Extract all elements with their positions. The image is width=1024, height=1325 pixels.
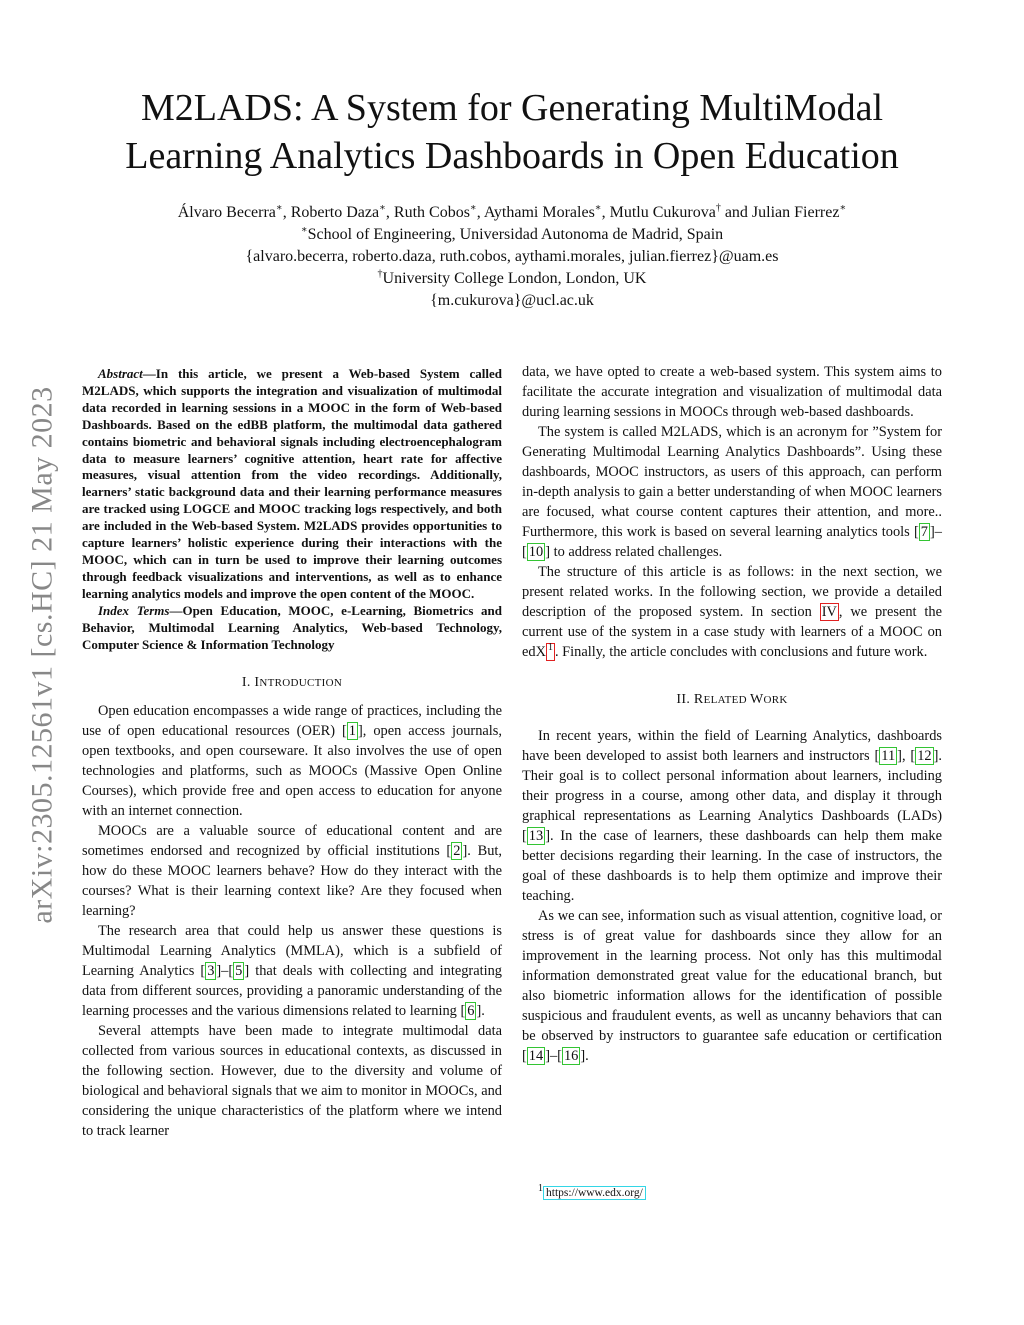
intro-paragraph-3: The research area that could help us answer these questions is Multimodal Learning Analytics (MMLA), which is a subfield of Learning Analytics [ 3 ]–[ 5 ] that deals with collecting and integrating data from different sources, providing a panoramic understanding of the learning processes and the various dimensions related to learning [ 6 ]. xyxy=(82,923,503,1020)
citation-link-14[interactable]: 14 xyxy=(528,1048,544,1064)
right-paragraph-1: data, we have opted to create a web-based system. This system aims to facilitate the accurate integration and visualization of multimodal data during learning sessions in MOOCs through web-based dashboards. xyxy=(522,364,942,420)
footnote-ref-link[interactable]: 1 xyxy=(546,643,555,661)
abstract xyxy=(82,366,502,603)
arxiv-identifier: arXiv:2305.12561v1 [cs.HC] 21 May 2023 xyxy=(26,386,59,924)
emails-2: {m.cukurova}@ucl.ac.uk xyxy=(430,292,594,309)
author-2: Roberto Daza xyxy=(290,204,380,221)
intro-paragraph-2: MOOCs are a valuable source of educational content and are sometimes endorsed and recognized by official institutions [ 2 ]. But, how do these MOOC learners behave? How do they interact with the courses? What is their learning context like? Are they focused when learning? xyxy=(82,823,502,920)
author-block xyxy=(70,202,954,312)
footnote xyxy=(538,1183,646,1200)
citation-link-16[interactable]: 16 xyxy=(563,1048,579,1064)
citation-link-5[interactable]: 5 xyxy=(235,963,243,980)
section-ref-link[interactable]: IV xyxy=(821,604,837,620)
citation-link-10[interactable]: 10 xyxy=(528,544,544,560)
footnote-url-link[interactable]: https://www.edx.org/ xyxy=(543,1186,646,1200)
right-column xyxy=(522,362,942,1066)
citation-link-1[interactable]: 1 xyxy=(348,723,356,740)
title-line-2: Learning Analytics Dashboards in Open Education xyxy=(125,135,899,177)
author-list: Álvaro Becerra∗, Roberto Daza∗, Ruth Cobos∗, Aythami Morales∗, Mutlu Cukurova† and Julian Fierrez∗ xyxy=(177,202,847,221)
author-4: Aythami Morales xyxy=(483,204,595,221)
author-5: Mutlu Cukurova xyxy=(609,204,716,221)
citation-link-13[interactable]: 13 xyxy=(528,828,544,844)
related-paragraph-2: As we can see, information such as visual attention, cognitive load, or stress is of great value for dashboards since they allow for an improvement in the learning process. Not only has this multimodal information demonstrated great value for the educational branch, but also biometric information allows for the identification of possible suspicious and fraudulent events, as well as uncanny behaviors that can be observed by instructors to guarantee safe education or certification [ 14 ]–[ 16 ]. xyxy=(522,908,942,1064)
affiliation-1: ∗School of Engineering, Universidad Autonoma de Madrid, Spain xyxy=(300,224,724,243)
right-paragraph-3: The structure of this article is as follows: in the next section, we present related works. In the following section, we provide a detailed description of the proposed system. In section IV , we present the current use of the system in a case study with learners of a MOOC on edX $^1$ . Finally, the article concludes with conclusions and future work. xyxy=(522,564,942,660)
title-line-1: M2LADS: A System for Generating MultiModal xyxy=(140,87,884,129)
affiliation-2: †University College London, London, UK xyxy=(377,268,647,287)
index-terms-text: —Open Education, MOOC, e-Learning, Biometrics and Behavior, Multimodal Learning Analytics, Web-based Technology, Computer Science & Information Technology xyxy=(82,602,502,652)
abstract-label: Abstract xyxy=(98,366,143,381)
footnote-mark: 1 xyxy=(538,1183,543,1195)
citation-link-12[interactable]: 12 xyxy=(917,748,932,764)
citation-link-11[interactable]: 11 xyxy=(881,748,896,764)
left-column xyxy=(82,366,502,1141)
citation-link-2[interactable]: 2 xyxy=(453,843,461,860)
intro-paragraph-1: Open education encompasses a wide range of practices, including the use of open educational resources (OER) [ 1 ], open access journals, open textbooks, and open courseware. It also involves the use of open technologies and platforms, such as MOOCs (Massive Open Online Courses), which provide free and open access to education for anyone with an internet connection. xyxy=(82,703,502,820)
section-heading-related-work: II. RELATED WORK xyxy=(676,692,788,707)
right-paragraph-2: The system is called M2LADS, which is an acronym for ”System for Generating Multimodal Learning Analytics Dashboards”. Using these dashboards, MOOC instructors, as users of this approach, can perform in-depth analysis to gain a better understanding of when MOOC learners are focused, what course content captures their attention, and more.. Furthermore, this work is based on several learning analytics tools [ 7 ]–[ 10 ] to address related challenges. xyxy=(522,424,942,560)
related-paragraph-1: In recent years, within the field of Learning Analytics, dashboards have been developed to assist both learners and instructors [ 11 ], [ 12 ]. Their goal is to collect personal information about learners, including their progress in a course, among other data, and display it through graphical representations as Learning Analytics Dashboards (LADs) [ 13 ]. In the case of learners, these dashboards can help them make better decisions regarding their learning. In the case of instructors, the goal of these dashboards is to help them optimize and improve their teaching. xyxy=(522,728,943,904)
citation-link-6[interactable]: 6 xyxy=(467,1003,475,1020)
arxiv-sidebar-stamp xyxy=(14,338,72,972)
citation-link-7[interactable]: 7 xyxy=(920,524,928,540)
author-3: Ruth Cobos xyxy=(393,204,470,221)
index-terms xyxy=(82,603,502,654)
paper-title xyxy=(70,84,954,180)
abstract-text: —In this article, we present a Web-based System called M2LADS, which supports the integration and visualization of multimodal data recorded in learning sessions in a MOOC in the form of Web-based Dashboards. Based on the edBB platform, the multimodal data gathered contains biometric and behavioral signals including electroencephalogram data to measure learners’ cognitive attention, heart rate for affective measures, visual attention from the video recordings. Additionally, learners’ static background data and their learning performance measures are tracked using LOGCE and MOOC tracking logs respectively, and both are included in the Web-based System. M2LADS provides opportunities to capture learners’ holistic experience during their interactions with the MOOC, which can in turn be used to improve their learning outcomes through feedback visualizations and interventions, as well as to enhance learning analytics models and improve the open content of the MOOC. xyxy=(82,366,502,601)
author-6: Julian Fierrez xyxy=(751,204,840,221)
intro-paragraph-4: Several attempts have been made to integrate multimodal data collected from various sources in educational contexts, as discussed in the following section. However, due to the diversity and volume of biological and behavioral signals that we aim to monitor in MOOCs, and considering the unique characteristics of the platform where we intend to track learner xyxy=(82,1023,502,1140)
emails-1: {alvaro.becerra, roberto.daza, ruth.cobos, aythami.morales, julian.fierrez}@uam.es xyxy=(245,248,779,265)
citation-link-3[interactable]: 3 xyxy=(207,963,215,980)
author-1: Álvaro Becerra xyxy=(177,204,276,221)
index-terms-label: Index Terms xyxy=(98,602,170,618)
section-heading-introduction: I. INTRODUCTION xyxy=(241,675,343,691)
